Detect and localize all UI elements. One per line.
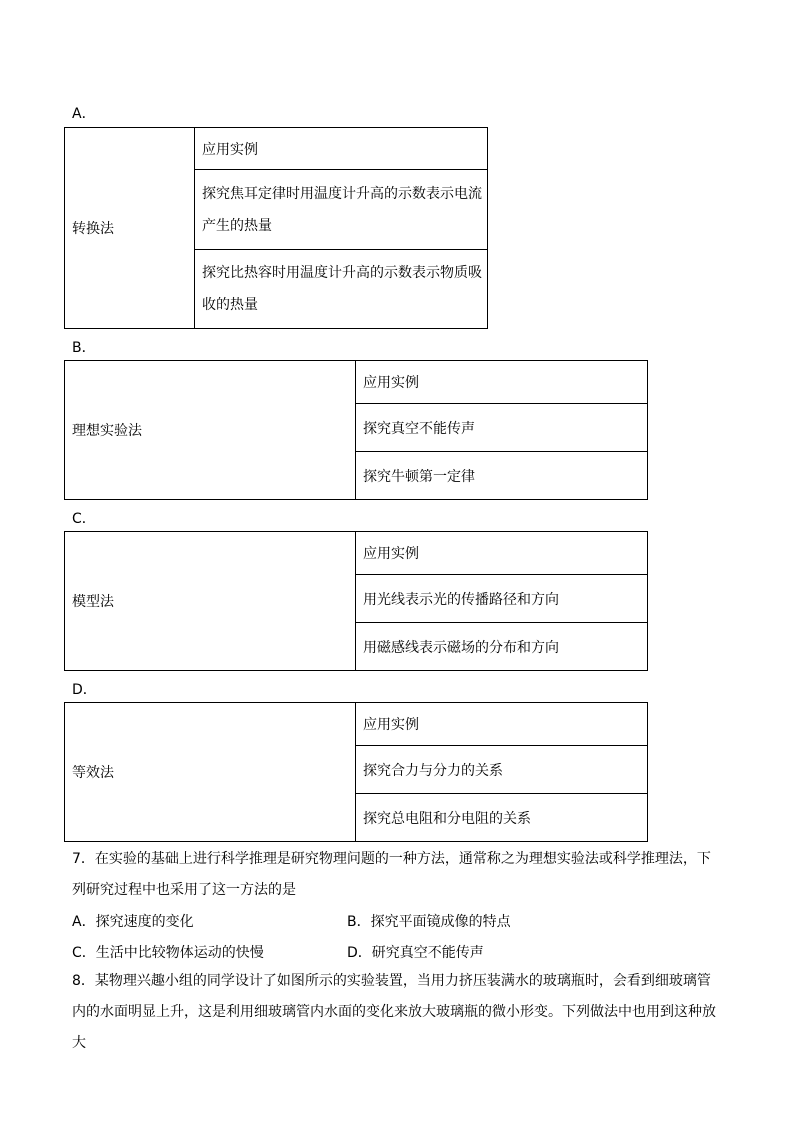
example-cell: 探究焦耳定律时用温度计升高的示数表示电流产生的热量 — [195, 170, 488, 250]
example-cell: 用光线表示光的传播路径和方向 — [356, 575, 648, 623]
option-d-label: D． — [72, 682, 97, 698]
method-cell: 模型法 — [65, 532, 356, 671]
option-c-label: C． — [72, 511, 96, 527]
header-cell: 应用实例 — [356, 532, 648, 575]
q7-choice-d: D．研究真空不能传声 — [347, 945, 484, 961]
example-cell: 探究真空不能传声 — [356, 404, 648, 452]
option-b-table — [64, 360, 648, 500]
header-cell: 应用实例 — [356, 361, 648, 404]
method-cell: 等效法 — [65, 703, 356, 842]
option-a-label: A． — [72, 106, 96, 122]
option-d-table — [64, 702, 648, 842]
example-cell: 用磁感线表示磁场的分布和方向 — [356, 623, 648, 671]
example-cell: 探究合力与分力的关系 — [356, 746, 648, 794]
header-cell: 应用实例 — [356, 703, 648, 746]
q7-choice-a: A．探究速度的变化 — [72, 914, 194, 930]
header-cell: 应用实例 — [195, 128, 488, 170]
example-cell: 探究比热容时用温度计升高的示数表示物质吸收的热量 — [195, 250, 488, 329]
method-cell: 理想实验法 — [65, 361, 356, 500]
option-a-table — [64, 127, 488, 329]
option-b-label: B． — [72, 340, 96, 356]
method-cell: 转换法 — [65, 128, 195, 329]
q7-choice-c: C．生活中比较物体运动的快慢 — [72, 945, 264, 961]
option-c-table — [64, 531, 648, 671]
example-cell: 探究总电阻和分电阻的关系 — [356, 794, 648, 842]
example-cell: 探究牛顿第一定律 — [356, 452, 648, 500]
q7-choice-b: B．探究平面镜成像的特点 — [347, 914, 511, 930]
question-7-stem: 7．在实验的基础上进行科学推理是研究物理问题的一种方法，通常称之为理想实验法或科学推理法，下列研究过程中也采用了这一方法的是 — [72, 851, 711, 898]
question-8-stem: 8．某物理兴趣小组的同学设计了如图所示的实验装置，当用力挤压装满水的玻璃瓶时，会看到细玻璃管内的水面明显上升，这是利用细玻璃管内水面的变化来放大玻璃瓶的微小形变。下列做法中也用到这种放大 — [72, 973, 716, 1051]
